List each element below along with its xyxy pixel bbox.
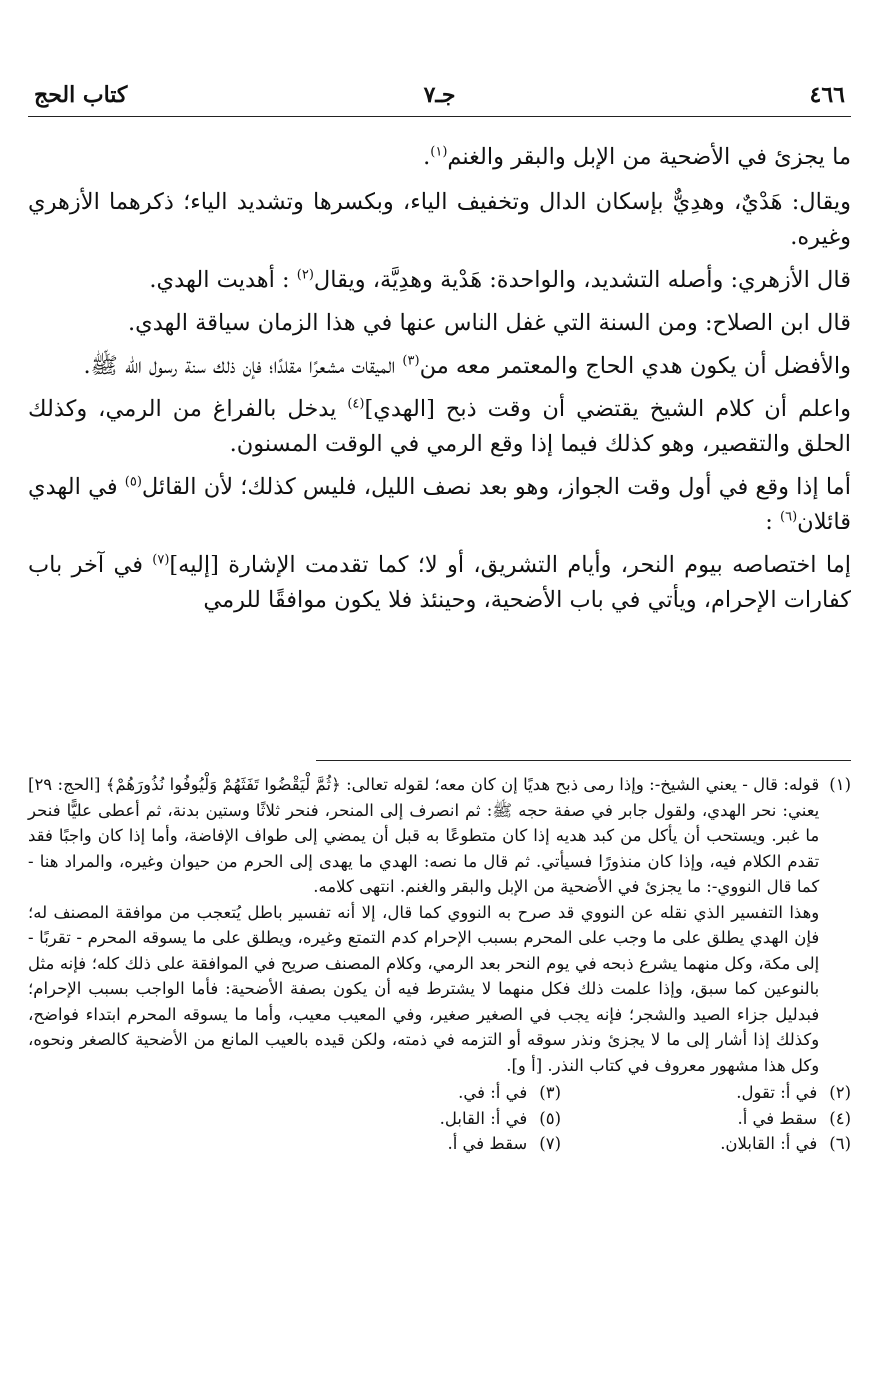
paragraph: واعلم أن كلام الشيخ يقتضي أن وقت ذبح [الهدي]$^{(٤)}$ يدخل بالفراغ من الرمي، وكذلك الحلق والتقصير، وهو كذلك فيما إذا وقع الرمي في الوقت المسنون.	[28, 396, 851, 457]
page-number: ٤٦٦	[809, 82, 845, 108]
footnote-ref: (٤)	[347, 396, 365, 412]
footnote-ref: (٣)	[402, 353, 420, 369]
footnote-item: (٧) سقط في أ.	[447, 1134, 561, 1153]
paragraph: والأفضل أن يكون هدي الحاج والمعتمر معه من$^{(٣)}$ الميقات مشعرًا مقلدًا؛ فإن ذلك سنة رسول الله ﷺ.	[83, 353, 851, 379]
paragraph: أما إذا وقع في أول وقت الجواز، وهو بعد نصف الليل، فليس كذلك؛ لأن القائل$^{(٥)}$ في الهدي قائلان$^{(٦)}$ :	[28, 474, 851, 535]
paragraph: ويقال: هَدْيٌ، وهدِيٌّ بإسكان الدال وتخفيف الياء، وبكسرها وتشديد الياء؛ ذكرهما الأزهري وغيره.	[28, 189, 851, 250]
footnote-ref: (١)	[430, 144, 448, 160]
footnote-ref: (٧)	[152, 552, 170, 568]
footnote-item: (٢) في أ: تقول.	[736, 1083, 851, 1102]
footnote-1	[28, 772, 851, 1078]
main-text	[28, 140, 851, 626]
footnote-item: (٤) سقط في أ.	[737, 1108, 851, 1128]
paragraph: قال ابن الصلاح: ومن السنة التي غفل الناس عنها في هذا الزمان سياقة الهدي.	[127, 310, 851, 336]
footnote-body	[28, 772, 819, 1078]
volume-label: جـ٧	[423, 82, 456, 108]
footnote-number: (١)	[829, 775, 851, 794]
footnote-item: (٣) في أ: في.	[458, 1083, 561, 1102]
footnote-rule	[316, 760, 851, 761]
footnote-paragraph: وهذا التفسير الذي نقله عن النووي قد صرح به النووي كما قال، إلا أنه تفسير باطل يُتعجب من موافقة المصنف له؛ فإن الهدي يطلق على ما وجب على المحرم بسبب الإحرام كدم التمتع وغيره، ويطلق على ما يسوقه المحرم - تقربًا - إلى مكة، وكل منهما يشرع ذبحه في يوم النحر بعد الرمي، وكلام المصنف صريح في الموافقة على ذلك كله؛ فإنه مثل بالنوعين كما سبق، وإذا علمت ذلك فكل منهما لا يشترط فيه أن يكون بصفة الأضحية: فأما الواجب بسبب الإحرام؛ فبدليل جزاء الصيد والشجر؛ فإنه يجب في الصغير صغير، وفي المعيب معيب، وأما ما يسوقه المحرم ابتداء فواضح، وكذلك إذا أشار إلى ما لا يجزئ ونذر سوقه أو التزمه في ذمته، ولكن قيده بالعيب المانع من الأضحية كالصغر ونحوه، وكل هذا مشهور معروف في كتاب النذر. [أ و].	[28, 902, 820, 1075]
book-title: كتاب الحج	[34, 82, 128, 108]
footnote-item: (٦) في أ: القابلان.	[720, 1134, 851, 1153]
paragraph: قال الأزهري: وأصله التشديد، والواحدة: هَدْية وهدِيَّة، ويقال$^{(٢)}$ : أهديت الهدي.	[149, 267, 851, 293]
paragraph: ما يجزئ في الأضحية من الإبل والبقر والغنم$^{(١)}$.	[423, 144, 851, 170]
footnote-ref: (٢)	[296, 267, 314, 283]
paragraph: إما اختصاصه بيوم النحر، وأيام التشريق، أو لا؛ كما تقدمت الإشارة [إليه]$^{(٧)}$ في آخر باب كفارات الإحرام، ويأتي في باب الأضحية، وحينئذ فلا يكون موافقًا للرمي	[28, 552, 852, 613]
footnote-ref: (٥)	[124, 474, 142, 490]
short-footnotes	[28, 1080, 851, 1157]
footnote-paragraph: قوله: قال - يعني الشيخ-: وإذا رمى ذبح هديًا إن كان معه؛ لقوله تعالى: ﴿ثُمَّ لْيَقْضُوا تَفَثَهُمْ وَلْيُوفُوا نُذُورَهُمْ﴾ [الحج: ٢٩] يعني: نحر الهدي، ولقول جابر في صفة حجه ﷺ: ثم انصرف إلى المنحر، فنحر ثلاثًا وستين بدنة، ثم أعطى عليًّا فنحر ما غبر. ويستحب أن يأكل من كبد هديه إذا كان متطوعًا به قبل أن يمضي إلى طواف الإفاضة، وأما إذا كان واجبًا فقد تقدم الكلام فيه، وإذا كان منذورًا فسيأتي. ثم قال ما نصه: الهدي ما يهدى إلى الحرم من حيوان وغيره، والمراد هنا - كما قال النووي-: ما يجزئ في الأضحية من الإبل والبقر والغنم. انتهى كلامه.	[28, 775, 820, 896]
book-page	[28, 0, 851, 1374]
footnote-item: (٥) في أ: القابل.	[439, 1108, 561, 1128]
running-header	[28, 76, 851, 116]
header-rule	[28, 116, 851, 117]
footnotes	[28, 772, 851, 1157]
footnote-ref: (٦)	[780, 509, 798, 525]
